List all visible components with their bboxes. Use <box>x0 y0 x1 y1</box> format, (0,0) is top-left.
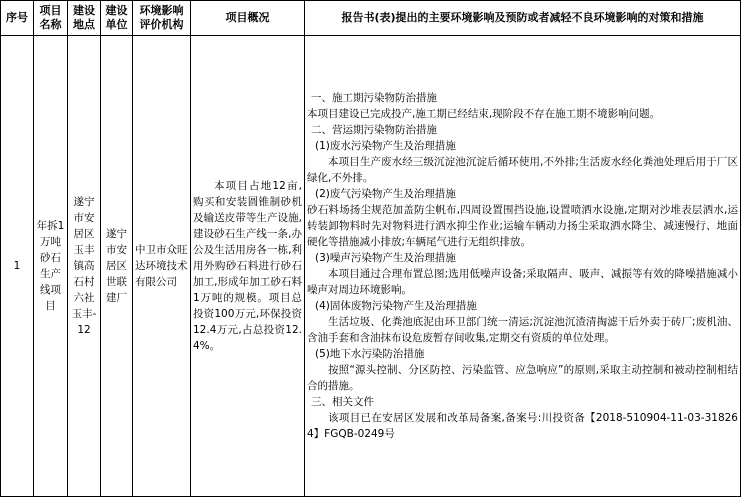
measure-line: (1)废水污染物产生及治理措施 <box>315 140 456 152</box>
header-overview: 项目概况 <box>191 1 305 36</box>
measure-line: (4)固体废物污染物产生及治理措施 <box>315 300 477 312</box>
cell-location: 遂宁市安居区玉丰镇高石村六社玉丰-12 <box>68 36 101 497</box>
cell-unit: 遂宁市安居区世联建厂 <box>101 36 133 497</box>
header-location: 建设地点 <box>68 1 101 36</box>
header-unit: 建设单位 <box>101 1 133 36</box>
header-project-name: 项目名称 <box>34 1 68 36</box>
measure-line: 二、营运期污染物防治措施 <box>311 124 437 136</box>
header-eia-agency: 环境影响评价机构 <box>133 1 191 36</box>
measure-line: 本项目建设已完成投产,施工期已经结束,现阶段不存在施工期不境影响问题。 <box>307 108 661 120</box>
measure-line: 本项目通过合理布置总图;选用低噪声设备;采取隔声、吸声、减振等有效的降噪措施减小噪声对周边环境影响。 <box>307 268 738 296</box>
measure-line: (2)废气污染物产生及治理措施 <box>315 188 456 200</box>
measure-line: (5)地下水污染防治措施 <box>315 348 425 360</box>
cell-seq: 1 <box>1 36 34 497</box>
table-row <box>1 36 741 497</box>
cell-measures <box>305 36 741 497</box>
cell-project-name: 年拆1万吨砂石生产线项目 <box>34 36 68 497</box>
measures-list <box>307 90 738 442</box>
measure-line: 砂石料场扬尘规范加盖防尘帆布,四周设置围挡设施,设置喷洒水设施,定期对沙堆表层洒水,运转装卸物料时先对物料进行洒水抑尘作业;运输车辆动力扬尘采取洒水降尘、减速慢行、地面硬化等措施减小排放;车辆尾气进行无组织排放。 <box>307 204 738 248</box>
cell-eia-agency: 中卫市众旺达环境技术有限公司 <box>133 36 191 497</box>
header-row <box>1 1 741 36</box>
measure-line: 一、施工期污染物防治措施 <box>311 92 437 104</box>
cell-overview: 本项目占地12亩,购买和安装圆锥制砂机及输送皮带等生产设施,建设砂石生产线一条,办公及生活用房各一栋,利用外购砂石料进行砂石加工,形成年加工砂石料1万吨的规模。项目总投资100万元,环保投资12.4万元,占总投资12.4%。 <box>191 36 305 497</box>
measure-line: 三、相关文件 <box>311 396 374 408</box>
header-measures: 报告书(表)提出的主要环境影响及预防或者减轻不良环境影响的对策和措施 <box>305 1 741 36</box>
measure-line: 本项目生产废水经三级沉淀池沉淀后循环使用,不外排;生活废水经化粪池处理后用于厂区绿化,不外排。 <box>307 156 738 184</box>
measure-line: (3)噪声污染物产生及治理措施 <box>315 252 456 264</box>
header-seq: 序号 <box>1 1 34 36</box>
measure-line: 按照“源头控制、分区防控、污染监管、应急响应”的原则,采取主动控制和被动控制相结合的措施。 <box>307 364 738 392</box>
measure-line: 生活垃圾、化粪池底泥由环卫部门统一清运;沉淀池沉渣清掏滤干后外卖于砖厂;废机油、含油手套和含油抹布设危废暂存间收集,定期交有资质的单位处理。 <box>307 316 738 344</box>
measure-line: 该项目已在安居区发展和改革局备案,备案号:川投资备【2018-510904-11-03-318264】FGQB-0249号 <box>307 412 738 440</box>
